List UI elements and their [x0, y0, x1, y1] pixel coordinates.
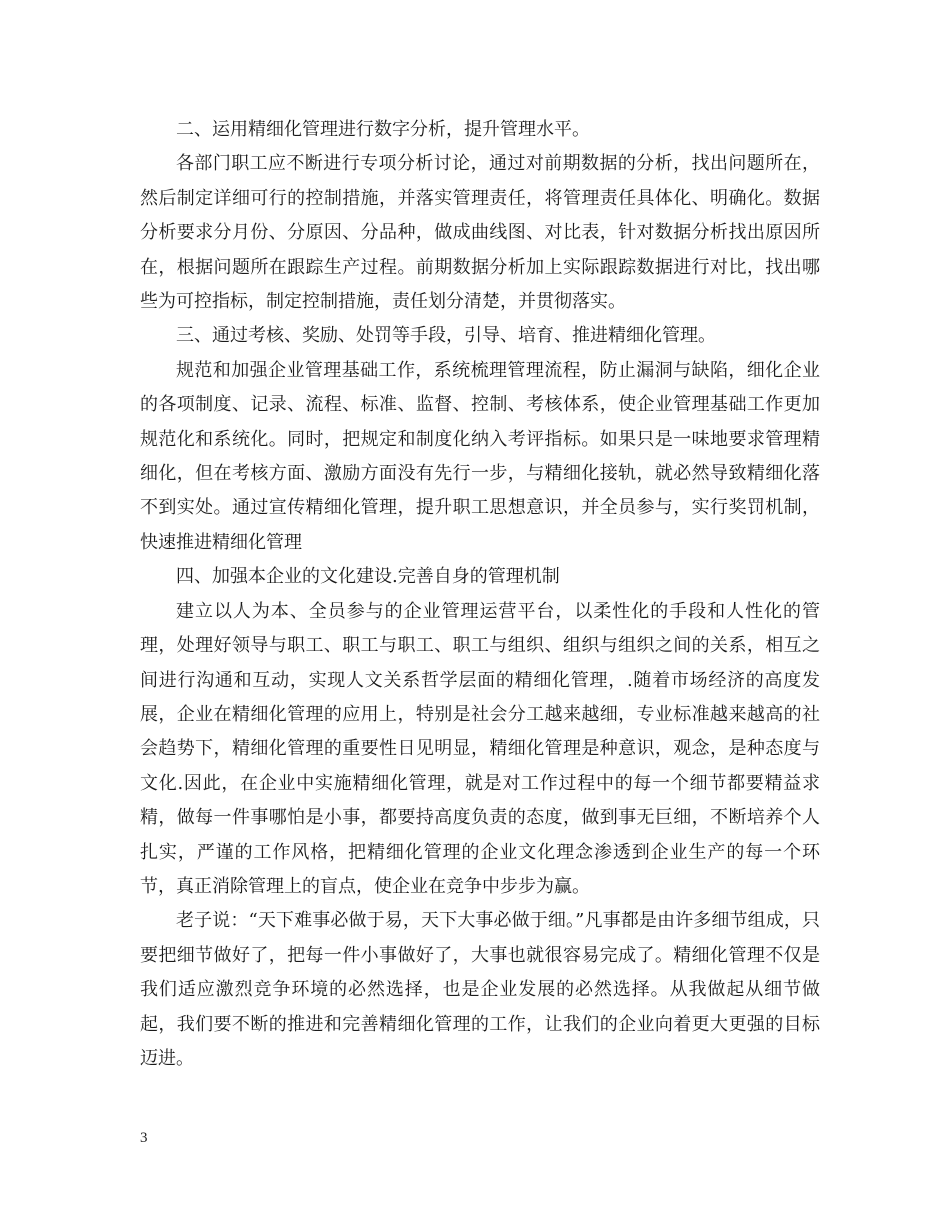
body-paragraph: 建立以人为本、全员参与的企业管理运营平台，以柔性化的手段和人性化的管理，处理好领导与职工、职工与职工、职工与组织、组织与组织之间的关系，相互之间进行沟通和互动，实现人文关系哲学层面的精细化管理，.随着市场经济的高度发展，企业在精细化管理的应用上，特别是社会分工越来越细，专业标准越来越高的社会趋势下，精细化管理的重要性日见明显，精细化管理是种意识，观念，是种态度与文化.因此，在企业中实施精细化管理，就是对工作过程中的每一个细节都要精益求精，做每一件事哪怕是小事，都要持高度负责的态度，做到事无巨细，不断培养个人扎实，严谨的工作风格，把精细化管理的企业文化理念渗透到企业生产的每一个环节，真正消除管理上的盲点，使企业在竞争中步步为赢。 [140, 600, 820, 897]
body-paragraph: 各部门职工应不断进行专项分析讨论，通过对前期数据的分析，找出问题所在，然后制定详细可行的控制措施，并落实管理责任，将管理责任具体化、明确化。数据分析要求分月份、分原因、分品种，做成曲线图、对比表，针对数据分析找出原因所在，根据问题所在跟踪生产过程。前期数据分析加上实际跟踪数据进行对比，找出哪些为可控指标，制定控制措施，责任划分清楚，并贯彻落实。 [140, 153, 820, 313]
document-body [140, 113, 820, 1076]
page-number: 3 [140, 1130, 148, 1146]
section-heading-4: 四、加强本企业的文化建设.完善自身的管理机制 [176, 566, 560, 588]
section-heading-2: 二、运用精细化管理进行数字分析，提升管理水平。 [176, 119, 590, 140]
closing-paragraph: 老子说：“天下难事必做于易，天下大事必做于细。”凡事都是由许多细节组成，只要把细节做好了，把每一件小事做好了，大事也就很容易完成了。精细化管理不仅是我们适应激烈竞争环境的必然选择，也是企业发展的必然选择。从我做起从细节做起，我们要不断的推进和完善精细化管理的工作，让我们的企业向着更大更强的目标迈进。 [140, 910, 820, 1069]
section-heading-3: 三、通过考核、奖励、处罚等手段，引导、培育、推进精细化管理。 [176, 325, 716, 347]
body-paragraph: 规范和加强企业管理基础工作，系统梳理管理流程，防止漏洞与缺陷，细化企业的各项制度、记录、流程、标准、监督、控制、考核体系，使企业管理基础工作更加规范化和系统化。同时，把规定和制度化纳入考评指标。如果只是一味地要求管理精细化，但在考核方面、激励方面没有先行一步，与精细化接轨，就必然导致精细化落不到实处。通过宣传精细化管理，提升职工思想意识，并全员参与，实行奖罚机制，快速推进精细化管理 [140, 359, 820, 553]
